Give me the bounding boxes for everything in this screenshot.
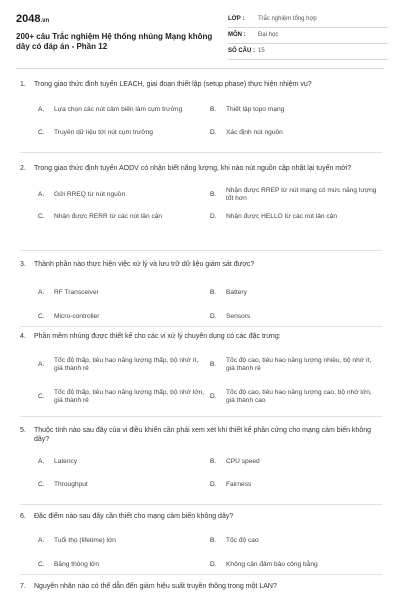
question-text [20, 164, 382, 173]
question-number: 3. [20, 261, 26, 268]
question-divider [20, 152, 382, 153]
option-letter: B. [210, 288, 217, 296]
option-text: Fairness [226, 481, 252, 489]
logo-main: 2048 [16, 13, 41, 25]
answer-option-c[interactable] [38, 209, 206, 225]
option-text: CPU speed [226, 458, 260, 466]
option-text: Tốc độ thấp, tiêu hao năng lượng thấp, bộ nhớ ít, giá thành rẻ [54, 356, 199, 373]
meta-value: Đại học [258, 32, 279, 39]
option-letter: B. [210, 458, 217, 466]
option-text: Truyền dữ liệu tới nút cụm trưởng [54, 128, 153, 136]
option-text: Latency [54, 458, 78, 466]
answer-option-a[interactable] [38, 285, 206, 301]
option-text: Sensors [226, 312, 251, 320]
meta-row-class [228, 12, 388, 28]
option-letter: D. [210, 312, 217, 320]
option-text: Băng thông lớn [54, 560, 100, 568]
question-stem: Nguyên nhân nào có thể dẫn đến giảm hiệu suất truyền thông trong một LAN? [34, 583, 277, 590]
option-text: RF Transceiver [54, 288, 99, 296]
option-letter: B. [210, 360, 217, 368]
question-stem: Đặc điểm nào sau đây cần thiết cho mạng cảm biến không dây? [34, 513, 234, 520]
question-text [20, 426, 382, 445]
option-text: Tốc độ cao, tiêu hao năng lượng cao, bộ nhớ lớn, giá thành cao [226, 388, 372, 405]
header-divider [16, 68, 384, 69]
answer-option-b[interactable] [210, 97, 378, 123]
question-3 [20, 260, 382, 321]
answer-option-c[interactable] [38, 557, 206, 573]
option-text: Nhận được HELLO từ các nút lân cận [226, 212, 338, 220]
meta-value: Trắc nghiệm tổng hợp [258, 16, 317, 23]
option-text: Xác định nút nguồn [226, 128, 283, 136]
option-text: Lựa chọn các nút cảm biến làm cụm trưởng [54, 105, 183, 113]
answer-option-d[interactable] [210, 385, 378, 409]
question-1 [20, 80, 382, 149]
answer-option-c[interactable] [38, 125, 206, 141]
option-letter: D. [210, 212, 217, 220]
page-header [16, 12, 386, 60]
question-text [20, 582, 382, 591]
question-stem: Phần mềm nhúng được thiết kế cho các vi xử lý chuyên dụng có các đặc trưng: [34, 333, 281, 340]
option-text: Tuổi thọ (lifetime) lớn [54, 536, 116, 544]
answer-option-b[interactable] [210, 183, 378, 207]
answer-option-a[interactable] [38, 533, 206, 549]
question-text [20, 332, 382, 341]
option-letter: C. [38, 392, 45, 400]
option-letter: A. [38, 190, 45, 198]
answer-option-c[interactable] [38, 385, 206, 409]
answer-option-a[interactable] [38, 97, 206, 123]
meta-row-subject [228, 28, 388, 44]
question-divider [20, 416, 382, 417]
question-4 [20, 332, 382, 413]
question-number: 7. [20, 583, 26, 590]
question-text [20, 80, 382, 89]
answer-option-a[interactable] [38, 455, 206, 471]
option-letter: B. [210, 536, 217, 544]
answer-option-b[interactable] [210, 285, 378, 301]
option-text: Nhận được RREP từ nút mạng có mức năng lượng tốt hơn [226, 186, 377, 203]
option-text: Tốc độ cao [226, 536, 259, 544]
answer-option-b[interactable] [210, 455, 378, 471]
question-number: 5. [20, 427, 26, 434]
option-letter: D. [210, 128, 217, 136]
option-letter: B. [210, 190, 217, 198]
option-text: Micro-controller [54, 312, 100, 320]
option-letter: D. [210, 392, 217, 400]
option-text: Battery [226, 288, 247, 296]
option-letter: D. [210, 481, 217, 489]
question-number: 1. [20, 81, 26, 88]
option-text: Tốc độ thấp, tiêu hao năng lượng thấp, bộ nhớ lớn, giá thành rẻ [54, 388, 205, 405]
question-stem: Trong giao thức định tuyến LEACH, giai đoạn thiết lập (setup phase) thực hiện nhiệm vụ? [34, 81, 312, 88]
option-letter: C. [38, 212, 45, 220]
answer-option-b[interactable] [210, 533, 378, 549]
question-divider [20, 326, 382, 327]
answer-option-c[interactable] [38, 309, 206, 325]
answer-option-a[interactable] [38, 353, 206, 377]
question-7 [20, 582, 382, 591]
option-letter: A. [38, 458, 45, 466]
question-divider [20, 504, 382, 505]
answer-option-b[interactable] [210, 353, 378, 377]
option-text: Không cần đảm bảo công bằng [226, 560, 318, 568]
question-stem: Trong giao thức định tuyến AODV có nhận biết năng lượng, khi nào nút nguồn cập nhật lại tuyến mới? [34, 165, 352, 172]
answer-option-a[interactable] [38, 183, 206, 207]
option-letter: C. [38, 560, 45, 568]
option-text: Nhận được RERR từ các nút lân cận [54, 212, 163, 220]
site-logo[interactable] [16, 12, 49, 27]
option-letter: A. [38, 536, 45, 544]
answer-option-d[interactable] [210, 125, 378, 141]
question-6 [20, 512, 382, 573]
question-divider [20, 574, 382, 575]
question-text [20, 512, 382, 521]
question-number: 4. [20, 333, 26, 340]
option-letter: C. [38, 312, 45, 320]
meta-key: SỐ CÂU : [228, 48, 255, 55]
meta-value: 15 [258, 48, 265, 55]
question-2 [20, 164, 382, 233]
question-divider [20, 250, 382, 251]
answer-option-d[interactable] [210, 309, 378, 325]
option-letter: B. [210, 105, 217, 113]
answer-option-d[interactable] [210, 557, 378, 573]
logo-tld: .vn [40, 18, 50, 24]
meta-key: MÔN : [228, 32, 246, 39]
question-number: 2. [20, 165, 26, 172]
option-letter: C. [38, 128, 45, 136]
question-stem: Thành phần nào thực hiện việc xử lý và lưu trữ dữ liệu giám sát được? [34, 261, 255, 268]
option-letter: A. [38, 105, 45, 113]
option-text: Throughput [54, 481, 88, 489]
question-stem: Thuộc tính nào sau đây của vi điều khiển cần phải xem xét khi thiết kế phần cứng cho mạng cảm biến không dây? [34, 427, 372, 444]
meta-key: LỚP : [228, 16, 245, 23]
option-text: Gửi RREQ từ nút nguồn [54, 190, 126, 198]
option-letter: A. [38, 288, 45, 296]
question-text [20, 260, 382, 269]
option-text: Thiết lập topo mạng [226, 105, 285, 113]
option-text: Tốc độ cao, tiêu hao năng lượng nhiều, bộ nhớ ít, giá thành rẻ [226, 356, 372, 373]
answer-option-c[interactable] [38, 478, 206, 494]
question-5 [20, 426, 382, 497]
meta-row-count [228, 44, 388, 60]
option-letter: A. [38, 360, 45, 368]
question-number: 6. [20, 513, 26, 520]
option-letter: C. [38, 481, 45, 489]
answer-option-d[interactable] [210, 478, 378, 494]
answer-option-d[interactable] [210, 209, 378, 225]
meta-table [228, 12, 388, 60]
option-letter: D. [210, 560, 217, 568]
page-title: 200+ câu Trắc nghiệm Hệ thống nhúng Mạng không dây có đáp án - Phần 12 [16, 32, 213, 52]
